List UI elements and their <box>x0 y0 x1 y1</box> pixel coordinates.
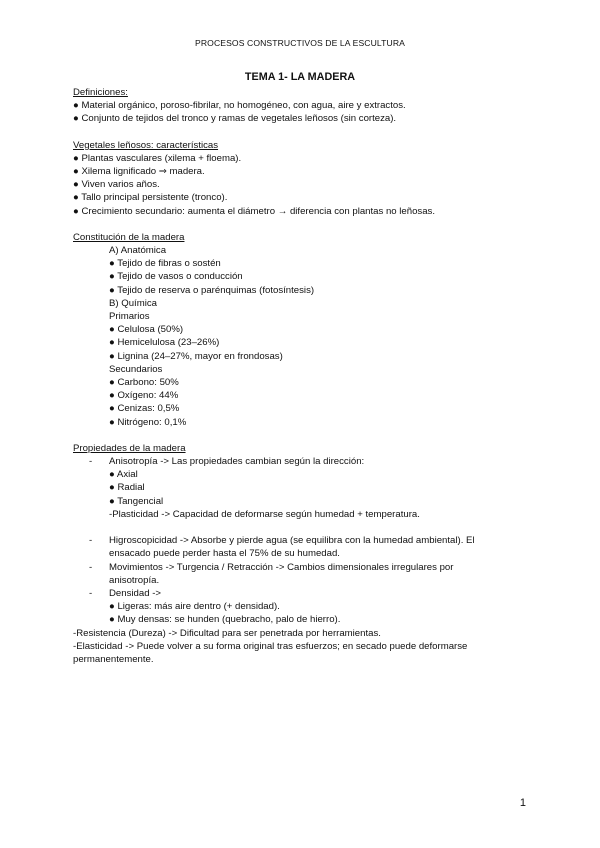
list-item: ● Lignina (24–27%, mayor en frondosas) <box>109 350 283 362</box>
subheading: Secundarios <box>109 363 163 375</box>
page-number: 1 <box>519 797 526 809</box>
list-item-continuation: ensacado puede perder hasta el 75% de su humedad. <box>109 548 340 560</box>
list-item: ● Tejido de fibras o sostén <box>109 258 221 270</box>
list-item: ● Radial <box>109 482 145 494</box>
dash-marker: - <box>89 535 93 547</box>
list-item: ● Ligeras: más aire dentro (+ densidad). <box>109 601 280 613</box>
page-title: TEMA 1- LA MADERA <box>244 71 356 83</box>
document-body <box>73 86 533 666</box>
section-heading: Constitución de la madera <box>73 231 185 243</box>
list-item-continuation: anisotropía. <box>109 574 160 586</box>
list-item: ● Muy densas: se hunden (quebracho, palo de hierro). <box>109 614 341 626</box>
list-item <box>73 587 533 600</box>
list-item: ● Viven varios años. <box>73 179 160 191</box>
list-item-continuation: permanentemente. <box>73 653 154 665</box>
list-item: ● Material orgánico, poroso-fibrilar, no homogéneo, con agua, aire y extractos. <box>73 100 406 112</box>
subheading: A) Anatómica <box>109 245 167 257</box>
list-item: ● Carbono: 50% <box>109 377 179 389</box>
list-item: ● Nitrógeno: 0,1% <box>109 416 187 428</box>
list-item: ● Conjunto de tejidos del tronco y ramas de vegetales leñosos (sin corteza). <box>73 113 397 125</box>
section-constitucion <box>73 231 533 429</box>
list-item: ● Cenizas: 0,5% <box>109 403 180 415</box>
section-heading: Propiedades de la madera <box>73 442 186 454</box>
list-item-text: Higroscopicidad -> Absorbe y pierde agua (se equilibra con la humedad ambiental). El <box>109 535 475 547</box>
list-item-text: Movimientos -> Turgencia / Retracción -> Cambios dimensionales irregulares por <box>109 561 454 573</box>
section-heading: Vegetales leñosos: características <box>73 139 219 151</box>
dash-marker: - <box>89 561 93 573</box>
section-vegetales <box>73 139 533 218</box>
list-item: ● Tejido de vasos o conducción <box>109 271 243 283</box>
list-item: ● Oxígeno: 44% <box>109 390 179 402</box>
list-item: -Resistencia (Dureza) -> Dificultad para ser penetrada por herramientas. <box>73 627 381 639</box>
list-item: ● Plantas vasculares (xilema + floema). <box>73 152 242 164</box>
list-item <box>73 455 533 468</box>
list-item: ● Tejido de reserva o parénquimas (fotosíntesis) <box>109 284 315 296</box>
list-item: -Plasticidad -> Capacidad de deformarse según humedad + temperatura. <box>109 508 420 520</box>
list-item-text: Anisotropía -> Las propiedades cambian según la dirección: <box>109 456 365 468</box>
section-definiciones <box>73 86 533 126</box>
list-item: ● Hemicelulosa (23–26%) <box>109 337 220 349</box>
subheading: Primarios <box>109 311 150 323</box>
list-item-text: Densidad -> <box>109 587 161 599</box>
list-item: ● Xilema lignificado ⇒ madera. <box>73 166 205 178</box>
dash-marker: - <box>89 587 93 599</box>
section-heading: Definiciones: <box>73 87 128 98</box>
list-item: ● Crecimiento secundario: aumenta el diámetro → diferencia con plantas no leñosas. <box>73 205 436 217</box>
list-item <box>73 561 533 574</box>
dash-marker: - <box>89 456 93 468</box>
list-item: ● Tangencial <box>109 495 164 507</box>
list-item: -Elasticidad -> Puede volver a su forma original tras esfuerzos; en secado puede deformarse <box>73 640 468 652</box>
list-item <box>73 534 533 547</box>
running-header: PROCESOS CONSTRUCTIVOS DE LA ESCULTURA <box>195 38 405 48</box>
section-propiedades <box>73 442 533 666</box>
list-item: ● Tallo principal persistente (tronco). <box>73 192 228 204</box>
list-item: ● Celulosa (50%) <box>109 324 184 336</box>
subheading: B) Química <box>109 297 157 309</box>
list-item: ● Axial <box>109 469 138 481</box>
